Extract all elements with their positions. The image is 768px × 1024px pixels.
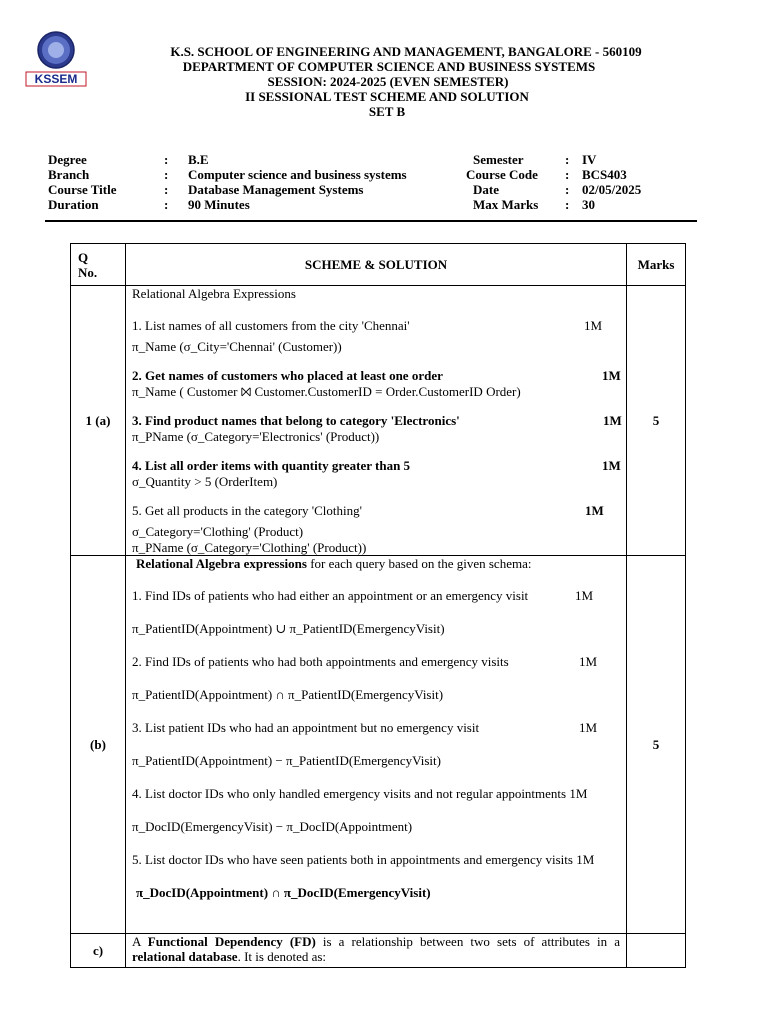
question-item (132, 720, 620, 735)
course-code-value: BCS403 (582, 167, 627, 182)
duration-label: Duration (48, 197, 99, 212)
question-item (132, 786, 620, 801)
item-text: 2. Get names of customers who placed at least one order (132, 368, 443, 383)
separator: : (164, 182, 169, 197)
heading-bold: Relational Algebra expressions (136, 556, 307, 571)
item-text: 4. List all order items with quantity greater than 5 (132, 458, 411, 473)
heading-rest: for each query based on the given schema: (306, 556, 532, 571)
degree-label: Degree (48, 152, 87, 167)
question-item (132, 368, 620, 383)
answer: σ_Category='Clothing' (Product) (132, 524, 304, 539)
institution-name: K.S. SCHOOL OF ENGINEERING AND MANAGEMENT, BANGALORE - 560109 (170, 44, 642, 59)
item-text: 4. List doctor IDs who only handled emergency visits and not regular appointments (132, 786, 567, 801)
question-number: (b) (71, 556, 126, 934)
answer: π_Name ( Customer ⨝ Customer.CustomerID = Order.CustomerID Order) (132, 384, 521, 399)
section-heading: Relational Algebra Expressions (132, 286, 296, 301)
date-value: 02/05/2025 (582, 182, 642, 197)
item-mark: 1M (575, 588, 594, 603)
answer: π_DocID(Appointment) ∩ π_DocID(EmergencyVisit) (136, 885, 431, 900)
qno-header-line: No. (78, 264, 98, 280)
text-bold: relational database (132, 949, 238, 964)
question-number: 1 (a) (71, 286, 126, 556)
item-mark: 1M (579, 720, 598, 735)
item-mark: 1M (602, 368, 621, 383)
separator: : (164, 167, 169, 182)
session: SESSION: 2024-2025 (EVEN SEMESTER) (267, 74, 509, 89)
item-text: 5. List doctor IDs who have seen patients both in appointments and emergency visits (132, 852, 573, 867)
text: A (132, 934, 148, 949)
course-title-label: Course Title (48, 182, 117, 197)
question-item (132, 413, 620, 428)
svg-text:KSSEM: KSSEM (34, 72, 78, 86)
item-mark: 1M (569, 786, 588, 801)
question-number: c) (71, 934, 126, 968)
item-mark: 1M (576, 852, 595, 867)
separator: : (164, 197, 169, 212)
semester-label: Semester (473, 152, 524, 167)
item-text: 2. Find IDs of patients who had both appointments and emergency visits (132, 654, 509, 669)
table-row (71, 556, 686, 934)
document-header (0, 44, 768, 119)
item-text: 3. Find product names that belong to category 'Electronics' (132, 413, 460, 428)
question-item (132, 852, 620, 867)
branch-label: Branch (48, 167, 90, 182)
marks-header: Marks (627, 244, 686, 286)
qno-header (71, 244, 126, 286)
answer: π_PName (σ_Category='Electronics' (Product)) (132, 429, 380, 444)
item-mark: 1M (585, 503, 604, 518)
item-mark: 1M (579, 654, 598, 669)
answer: π_Name (σ_City='Chennai' (Customer)) (132, 339, 342, 354)
marks-value: 5 (627, 286, 686, 556)
solution-cell (126, 556, 627, 934)
text-bold: Functional Dependency (FD) (147, 934, 316, 949)
separator: : (565, 197, 570, 212)
table-row (71, 934, 686, 968)
course-title-value: Database Management Systems (188, 182, 364, 197)
solution-cell (126, 934, 627, 968)
duration-value: 90 Minutes (188, 197, 250, 212)
answer: π_PatientID(Appointment) ∪ π_PatientID(EmergencyVisit) (132, 621, 445, 636)
table-row (71, 286, 686, 556)
item-mark: 1M (603, 413, 622, 428)
marks-value: 5 (627, 556, 686, 934)
table-header-row (71, 244, 686, 286)
question-item (132, 458, 620, 473)
set-label: SET B (368, 104, 406, 119)
separator: : (565, 167, 570, 182)
item-text: 1. List names of all customers from the city 'Chennai' (132, 318, 410, 333)
question-item (132, 318, 620, 333)
separator: : (164, 152, 169, 167)
separator: : (565, 152, 570, 167)
separator: : (565, 182, 570, 197)
test-title: II SESSIONAL TEST SCHEME AND SOLUTION (245, 89, 529, 104)
text: . It is denoted as: (237, 949, 327, 964)
answer: σ_Quantity > 5 (OrderItem) (132, 474, 278, 489)
item-mark: 1M (602, 458, 621, 473)
answer: π_PatientID(Appointment) − π_PatientID(EmergencyVisit) (132, 753, 441, 768)
question-item (132, 588, 620, 603)
branch-value: Computer science and business systems (188, 167, 407, 182)
item-text: 3. List patient IDs who had an appointment but no emergency visit (132, 720, 480, 735)
scheme-table (70, 243, 686, 968)
max-marks-label: Max Marks (473, 197, 539, 212)
header-divider (45, 220, 697, 222)
answer: π_DocID(EmergencyVisit) − π_DocID(Appointment) (132, 819, 413, 834)
solution-header: SCHEME & SOLUTION (126, 244, 627, 286)
semester-value: IV (582, 152, 597, 167)
text: is a relationship between two sets of attributes in a (315, 934, 620, 949)
course-code-label: Course Code (466, 167, 538, 182)
department-name: DEPARTMENT OF COMPUTER SCIENCE AND BUSINESS SYSTEMS (182, 59, 596, 74)
item-mark: 1M (584, 318, 603, 333)
question-item (132, 654, 620, 669)
marks-value (627, 934, 686, 968)
solution-cell (126, 286, 627, 556)
answer: π_PName (σ_Category='Clothing' (Product)) (132, 540, 367, 555)
question-item (132, 503, 620, 518)
max-marks-value: 30 (582, 197, 595, 212)
qno-header-line: Q (78, 249, 89, 265)
degree-value: B.E (188, 152, 209, 167)
date-label: Date (473, 182, 499, 197)
item-text: 5. Get all products in the category 'Clothing' (132, 503, 362, 518)
section-heading (132, 556, 620, 571)
item-text: 1. Find IDs of patients who had either an appointment or an emergency visit (132, 588, 529, 603)
answer: π_PatientID(Appointment) ∩ π_PatientID(EmergencyVisit) (132, 687, 444, 702)
